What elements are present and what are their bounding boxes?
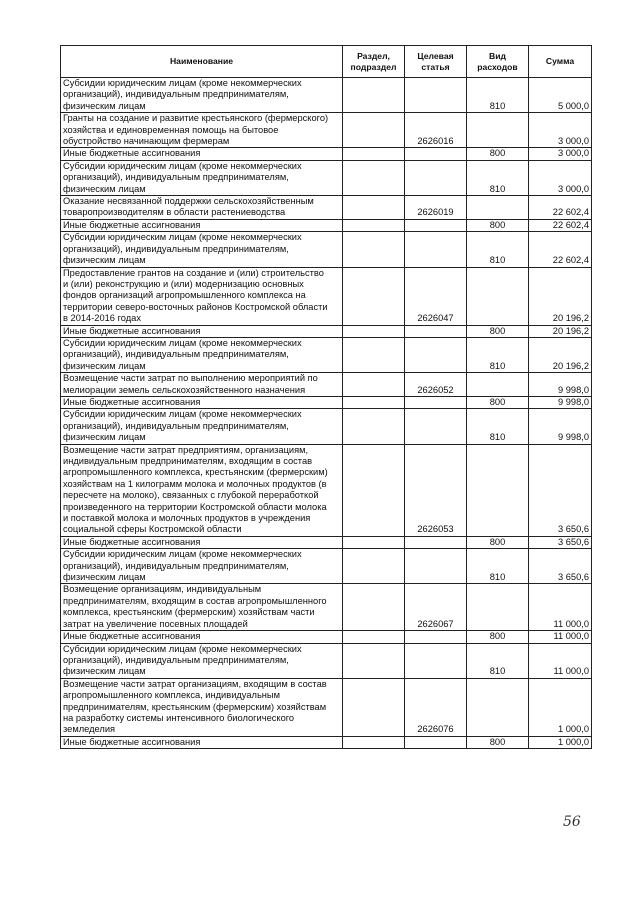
cell-target: 2626016 (405, 113, 467, 148)
table-row (61, 373, 592, 397)
cell-section (343, 631, 405, 643)
cell-type (467, 267, 529, 325)
table-row (61, 631, 592, 643)
cell-sum: 11 000,0 (529, 631, 592, 643)
cell-section (343, 267, 405, 325)
cell-name: Иные бюджетные ассигнования (61, 736, 343, 748)
cell-target: 2626076 (405, 678, 467, 736)
cell-name: Гранты на создание и развитие крестьянского (фермерского) хозяйства и единовременная помощь на бытовое обустройство начинающим фермерам (61, 113, 343, 148)
cell-type (467, 113, 529, 148)
table-row (61, 337, 592, 372)
cell-target (405, 643, 467, 678)
cell-section (343, 549, 405, 584)
cell-name: Возмещение части затрат по выполнению мероприятий по мелиорации земель сельскохозяйственного назначения (61, 373, 343, 397)
cell-section (343, 536, 405, 548)
cell-section (343, 148, 405, 160)
cell-name: Субсидии юридическим лицам (кроме некоммерческих организаций), индивидуальным предпринимателям, физическим лицам (61, 409, 343, 444)
cell-target (405, 160, 467, 195)
cell-name: Субсидии юридическим лицам (кроме некоммерческих организаций), индивидуальным предпринимателям, физическим лицам (61, 78, 343, 113)
cell-name: Субсидии юридическим лицам (кроме некоммерческих организаций), индивидуальным предпринимателям, физическим лицам (61, 643, 343, 678)
cell-type: 800 (467, 325, 529, 337)
cell-target: 2626052 (405, 373, 467, 397)
table-row (61, 736, 592, 748)
column-header-section: Раздел, подраздел (343, 46, 405, 78)
cell-section (343, 337, 405, 372)
table-row (61, 196, 592, 220)
column-header-target: Целевая статья (405, 46, 467, 78)
cell-name: Иные бюджетные ассигнования (61, 396, 343, 408)
cell-name: Субсидии юридическим лицам (кроме некоммерческих организаций), индивидуальным предпринимателям, физическим лицам (61, 160, 343, 195)
cell-sum: 3 000,0 (529, 148, 592, 160)
cell-sum: 3 000,0 (529, 160, 592, 195)
cell-name: Иные бюджетные ассигнования (61, 325, 343, 337)
cell-sum: 3 000,0 (529, 113, 592, 148)
table-row (61, 444, 592, 536)
cell-name: Возмещение части затрат предприятиям, организациям, индивидуальным предпринимателям, входящим в состав агропромышленного комплекса, крестьянским (фермерским) хозяйствам на 1 килограмм молока и молочных продуктов (в пересчете на молоко), связанных с глубокой переработкой произведенного на территории Костромской области молока и поставкой молока и молочных продуктов в учреждения социальной сферы Костромской области (61, 444, 343, 536)
cell-sum: 20 196,2 (529, 267, 592, 325)
cell-sum: 9 998,0 (529, 396, 592, 408)
cell-sum: 5 000,0 (529, 78, 592, 113)
column-header-type: Вид расходов (467, 46, 529, 78)
table-row (61, 549, 592, 584)
cell-section (343, 232, 405, 267)
column-header-name: Наименование (61, 46, 343, 78)
cell-target (405, 232, 467, 267)
table-row (61, 325, 592, 337)
table-row (61, 536, 592, 548)
cell-section (343, 678, 405, 736)
table-row (61, 584, 592, 631)
cell-name: Иные бюджетные ассигнования (61, 148, 343, 160)
cell-type: 800 (467, 536, 529, 548)
cell-sum: 11 000,0 (529, 643, 592, 678)
table-row (61, 396, 592, 408)
cell-section (343, 643, 405, 678)
cell-sum: 22 602,4 (529, 196, 592, 220)
cell-sum: 22 602,4 (529, 219, 592, 231)
column-header-sum: Сумма (529, 46, 592, 78)
cell-target: 2626067 (405, 584, 467, 631)
table-row (61, 409, 592, 444)
cell-section (343, 584, 405, 631)
cell-target (405, 631, 467, 643)
cell-name: Возмещение организациям, индивидуальным предпринимателям, входящим в состав агропромышленного комплекса, крестьянским (фермерским) хозяйствам части затрат на увеличение посевных площадей (61, 584, 343, 631)
cell-sum: 3 650,6 (529, 549, 592, 584)
cell-sum: 9 998,0 (529, 373, 592, 397)
cell-section (343, 409, 405, 444)
cell-sum: 3 650,6 (529, 536, 592, 548)
table-row (61, 678, 592, 736)
cell-target (405, 736, 467, 748)
budget-table (60, 45, 592, 749)
table-header-row (61, 46, 592, 78)
cell-name: Субсидии юридическим лицам (кроме некоммерческих организаций), индивидуальным предпринимателям, физическим лицам (61, 549, 343, 584)
cell-target (405, 536, 467, 548)
cell-name: Субсидии юридическим лицам (кроме некоммерческих организаций), индивидуальным предпринимателям, физическим лицам (61, 232, 343, 267)
cell-type: 810 (467, 337, 529, 372)
cell-type: 810 (467, 643, 529, 678)
cell-target: 2626019 (405, 196, 467, 220)
cell-type: 810 (467, 78, 529, 113)
table-row (61, 160, 592, 195)
table-row (61, 232, 592, 267)
cell-type (467, 584, 529, 631)
cell-sum: 22 602,4 (529, 232, 592, 267)
cell-type: 800 (467, 219, 529, 231)
cell-name: Иные бюджетные ассигнования (61, 631, 343, 643)
table-row (61, 148, 592, 160)
cell-type: 800 (467, 148, 529, 160)
cell-sum: 20 196,2 (529, 337, 592, 372)
table-row (61, 78, 592, 113)
cell-sum: 1 000,0 (529, 678, 592, 736)
cell-sum: 9 998,0 (529, 409, 592, 444)
cell-type (467, 678, 529, 736)
cell-name: Иные бюджетные ассигнования (61, 536, 343, 548)
cell-target (405, 325, 467, 337)
cell-name: Иные бюджетные ассигнования (61, 219, 343, 231)
table-body (61, 78, 592, 749)
cell-target (405, 219, 467, 231)
table-row (61, 267, 592, 325)
table-row (61, 643, 592, 678)
cell-section (343, 444, 405, 536)
cell-sum: 11 000,0 (529, 584, 592, 631)
cell-name: Предоставление грантов на создание и (или) строительство и (или) реконструкцию и (или) модернизацию основных фондов организаций агропромышленного комплекса на территории северо-восточных районов Костромской области в 2014-2016 годах (61, 267, 343, 325)
cell-target (405, 549, 467, 584)
cell-name: Оказание несвязанной поддержки сельскохозяйственным товаропроизводителям в области растениеводства (61, 196, 343, 220)
cell-section (343, 325, 405, 337)
cell-target (405, 409, 467, 444)
cell-section (343, 396, 405, 408)
cell-target (405, 337, 467, 372)
cell-sum: 3 650,6 (529, 444, 592, 536)
cell-name: Субсидии юридическим лицам (кроме некоммерческих организаций), индивидуальным предпринимателям, физическим лицам (61, 337, 343, 372)
cell-target (405, 148, 467, 160)
page-number: 56 (563, 814, 581, 830)
cell-section (343, 160, 405, 195)
cell-target: 2626053 (405, 444, 467, 536)
table-row (61, 113, 592, 148)
cell-name: Возмещение части затрат организациям, входящим в состав агропромышленного комплекса, индивидуальным предпринимателям, крестьянским (фермерским) хозяйствам на разработку системы интенсивного биологического земледелия (61, 678, 343, 736)
cell-type: 810 (467, 232, 529, 267)
cell-type: 800 (467, 736, 529, 748)
cell-target (405, 396, 467, 408)
cell-target: 2626047 (405, 267, 467, 325)
cell-sum: 20 196,2 (529, 325, 592, 337)
table-row (61, 219, 592, 231)
cell-type: 800 (467, 396, 529, 408)
cell-section (343, 373, 405, 397)
cell-section (343, 113, 405, 148)
cell-type (467, 196, 529, 220)
cell-type: 810 (467, 409, 529, 444)
cell-type: 810 (467, 160, 529, 195)
cell-type: 800 (467, 631, 529, 643)
cell-target (405, 78, 467, 113)
cell-section (343, 78, 405, 113)
cell-type: 810 (467, 549, 529, 584)
cell-type (467, 373, 529, 397)
cell-type (467, 444, 529, 536)
cell-section (343, 196, 405, 220)
cell-sum: 1 000,0 (529, 736, 592, 748)
cell-section (343, 219, 405, 231)
cell-section (343, 736, 405, 748)
